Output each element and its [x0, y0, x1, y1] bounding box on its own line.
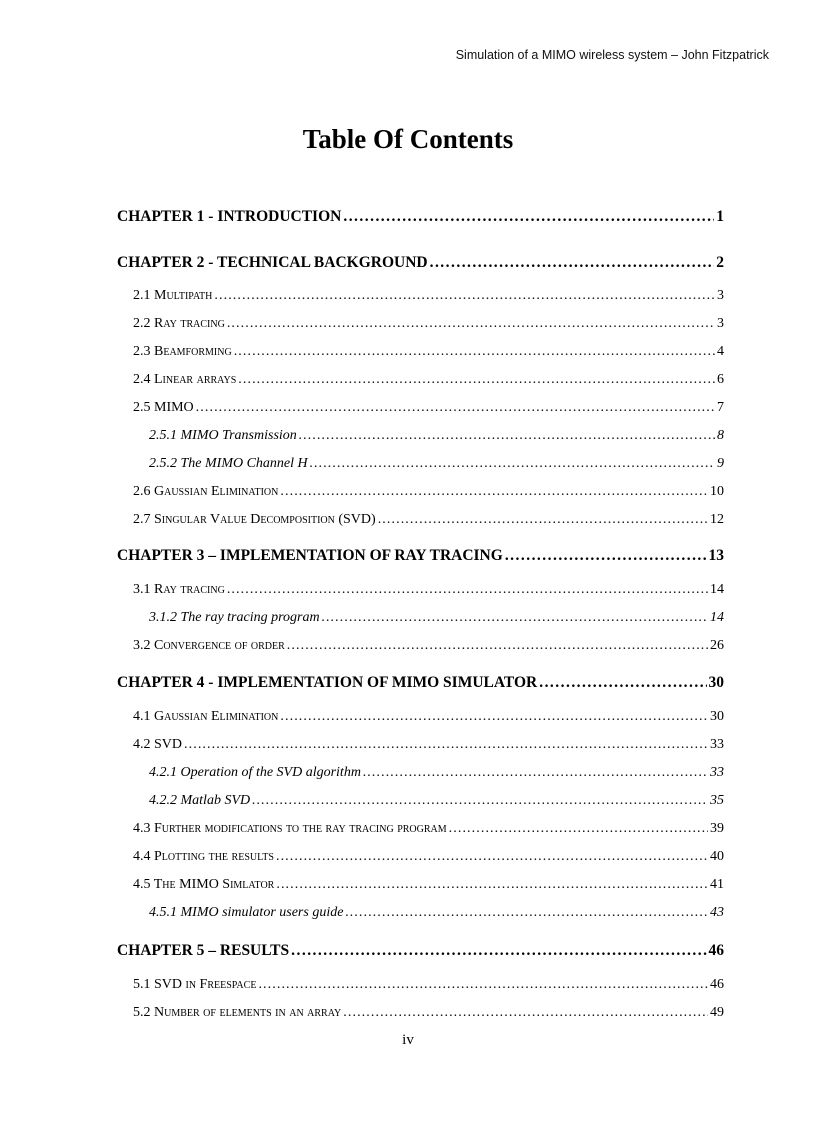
toc-entry-label: 2.5.2 The MIMO Channel H: [149, 456, 308, 471]
dot-leader: [252, 793, 708, 809]
toc-entry-page-number: 1: [716, 208, 724, 225]
toc-entry-label: CHAPTER 5 – RESULTS: [117, 942, 290, 959]
toc-entry-section: [133, 400, 724, 422]
toc-entry-sub: [149, 793, 724, 815]
toc-entry-label: 4.2.1 Operation of the SVD algorithm: [149, 765, 361, 780]
toc-entry-page-number: 30: [708, 674, 724, 691]
dot-leader: [280, 709, 708, 725]
toc-entry-sub: [149, 456, 724, 478]
dot-leader: [287, 638, 708, 654]
dot-leader: [258, 977, 708, 993]
toc-entry-chapter: [117, 254, 724, 276]
toc-entry-label: 2.5 MIMO: [133, 400, 194, 415]
dot-leader: [345, 905, 708, 921]
toc-entry-section: [133, 821, 724, 843]
toc-entry-label: 4.4 Plotting the results: [133, 849, 274, 864]
toc-entry-chapter: [117, 208, 724, 230]
toc-entry-label: 2.6 Gaussian Elimination: [133, 484, 279, 499]
dot-leader: [539, 674, 706, 692]
toc-entry-section: [133, 372, 724, 394]
dot-leader: [184, 737, 708, 753]
toc-entry-page-number: 13: [708, 547, 724, 564]
toc-entry-sub: [149, 610, 724, 632]
toc-entry-page-number: 30: [710, 709, 724, 724]
toc-entry-page-number: 14: [710, 610, 724, 625]
dot-leader: [343, 1005, 708, 1021]
toc-entry-sub: [149, 905, 724, 927]
toc-entry-label: 4.3 Further modifications to the ray tracing program: [133, 821, 447, 836]
dot-leader: [214, 288, 715, 304]
toc-entry-page-number: 7: [717, 400, 724, 415]
toc-entry-section: [133, 977, 724, 999]
page-title: Table Of Contents: [302, 124, 514, 154]
toc-entry-page-number: 46: [708, 942, 724, 959]
toc-entry-section: [133, 877, 724, 899]
toc-entry-page-number: 3: [717, 316, 724, 331]
dot-leader: [322, 610, 708, 626]
dot-leader: [299, 428, 715, 444]
toc-entry-chapter: [117, 942, 724, 964]
toc-entry-section: [133, 316, 724, 338]
toc-entry-page-number: 14: [710, 582, 724, 597]
running-header: Simulation of a MIMO wireless system – John Fitzpatrick: [455, 48, 769, 62]
toc-entry-chapter: [117, 674, 724, 696]
toc-entry-label: 2.5.1 MIMO Transmission: [149, 428, 297, 443]
dot-leader: [238, 372, 715, 388]
toc-entry-page-number: 3: [717, 288, 724, 303]
toc-entry-page-number: 33: [710, 765, 724, 780]
toc-entry-label: 4.5 The MIMO Simlator: [133, 877, 275, 892]
dot-leader: [234, 344, 715, 360]
toc-entry-label: CHAPTER 4 - IMPLEMENTATION OF MIMO SIMULATOR: [117, 674, 538, 691]
toc-entry-section: [133, 709, 724, 731]
dot-leader: [227, 582, 708, 598]
toc-entry-label: 4.1 Gaussian Elimination: [133, 709, 279, 724]
toc-entry-page-number: 33: [710, 737, 724, 752]
dot-leader: [196, 400, 715, 416]
dot-leader: [276, 877, 708, 893]
toc-entry-section: [133, 737, 724, 759]
toc-entry-section: [133, 484, 724, 506]
dot-leader: [276, 849, 708, 865]
toc-entry-label: 3.2 Convergence of order: [133, 638, 285, 653]
toc-entry-page-number: 12: [710, 512, 724, 527]
toc-entry-label: 3.1.2 The ray tracing program: [149, 610, 320, 625]
toc-entry-page-number: 40: [710, 849, 724, 864]
dot-leader: [505, 547, 707, 565]
dot-leader: [227, 316, 715, 332]
dot-leader: [343, 208, 714, 226]
dot-leader: [363, 765, 708, 781]
toc-entry-sub: [149, 765, 724, 787]
toc-entry-label: 3.1 Ray tracing: [133, 582, 225, 597]
dot-leader: [449, 821, 708, 837]
toc-entry-section: [133, 849, 724, 871]
toc-entry-section: [133, 512, 724, 534]
toc-entry-label: CHAPTER 2 - TECHNICAL BACKGROUND: [117, 254, 428, 271]
toc-entry-label: 5.1 SVD in Freespace: [133, 977, 257, 992]
toc-entry-sub: [149, 428, 724, 450]
toc-entry-label: 2.4 Linear arrays: [133, 372, 237, 387]
toc-entry-label: 2.1 Multipath: [133, 288, 213, 303]
toc-entry-page-number: 26: [710, 638, 724, 653]
toc-entry-label: 5.2 Number of elements in an array: [133, 1005, 342, 1020]
dot-leader: [430, 254, 715, 272]
toc-entry-section: [133, 638, 724, 660]
toc-entry-label: 2.7 Singular Value Decomposition (SVD): [133, 512, 376, 527]
toc-entry-page-number: 46: [710, 977, 724, 992]
toc-entry-section: [133, 288, 724, 310]
toc-entry-chapter: [117, 547, 724, 569]
toc-entry-page-number: 35: [710, 793, 724, 808]
toc-entry-page-number: 10: [710, 484, 724, 499]
dot-leader: [291, 942, 706, 960]
dot-leader: [378, 512, 708, 528]
toc-entry-label: CHAPTER 1 - INTRODUCTION: [117, 208, 342, 225]
toc-entry-page-number: 39: [710, 821, 724, 836]
page-number: iv: [402, 1032, 414, 1048]
toc-entry-section: [133, 582, 724, 604]
toc-entry-page-number: 49: [710, 1005, 724, 1020]
toc-entry-label: 4.2.2 Matlab SVD: [149, 793, 251, 808]
toc-entry-label: 4.2 SVD: [133, 737, 183, 752]
dot-leader: [310, 456, 715, 472]
toc-entry-page-number: 8: [717, 428, 724, 443]
toc-entry-label: CHAPTER 3 – IMPLEMENTATION OF RAY TRACING: [117, 547, 503, 564]
toc-entry-page-number: 6: [717, 372, 724, 387]
toc-entry-page-number: 2: [716, 254, 724, 271]
toc-entry-section: [133, 1005, 724, 1027]
toc-entry-label: 2.2 Ray tracing: [133, 316, 225, 331]
toc-entry-section: [133, 344, 724, 366]
toc-entry-label: 2.3 Beamforming: [133, 344, 232, 359]
toc-entry-label: 4.5.1 MIMO simulator users guide: [149, 905, 344, 920]
toc-entry-page-number: 4: [717, 344, 724, 359]
toc-entry-page-number: 41: [710, 877, 724, 892]
toc-entry-page-number: 43: [710, 905, 724, 920]
dot-leader: [280, 484, 708, 500]
toc-entry-page-number: 9: [717, 456, 724, 471]
